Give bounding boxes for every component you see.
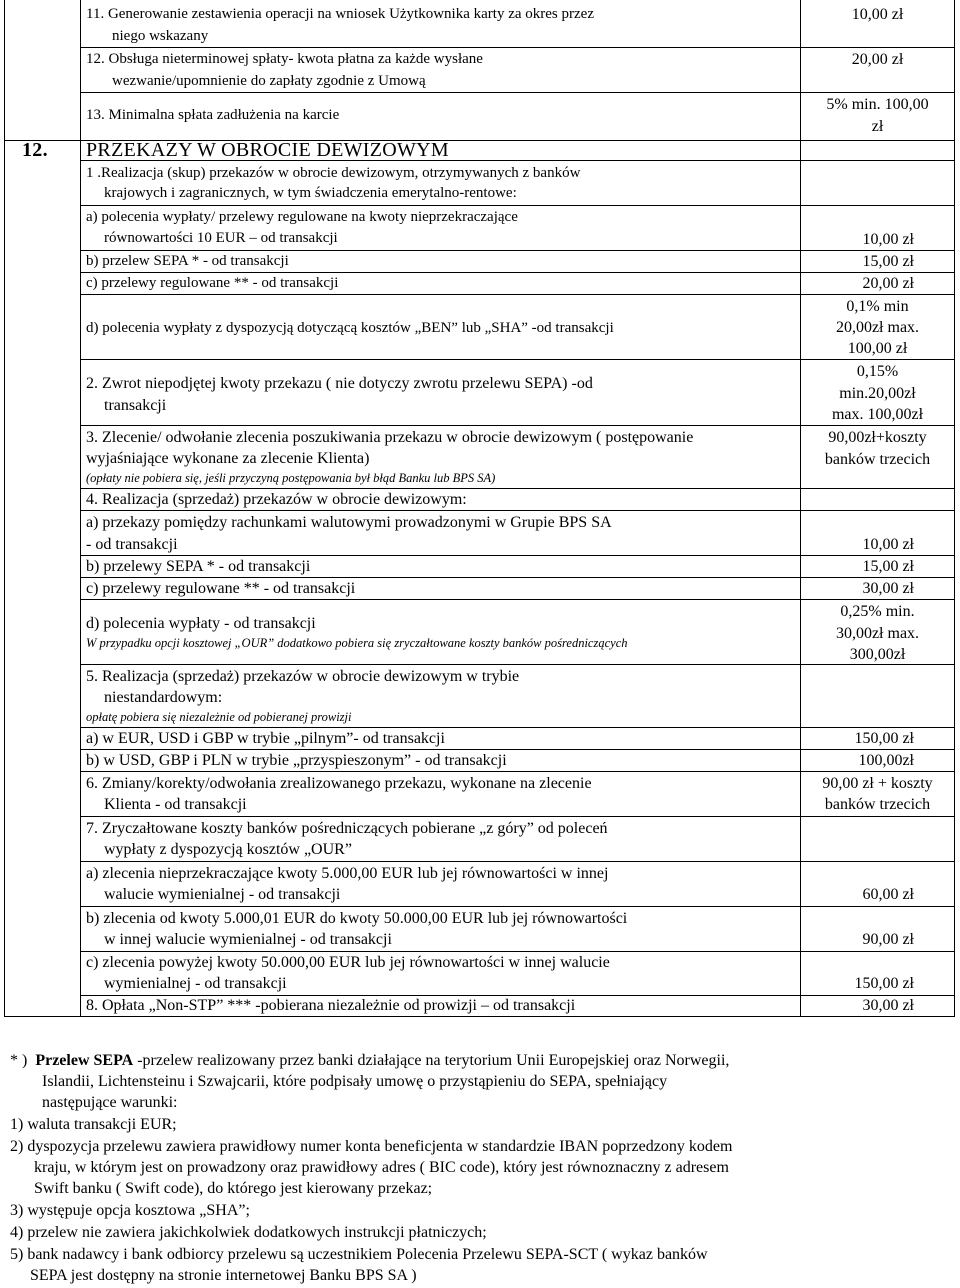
fee-item-note: (opłaty nie pobiera się, jeśli przyczyną postępowania był błąd Banku lub BPS SA) (86, 471, 496, 485)
fee-item-label: 4. Realizacja (sprzedaż) przekazów w obrocie dewizowym: (86, 491, 467, 508)
fee-item-label: b) w USD, GBP i PLN w trybie „przyspieszonym” - od transakcji (86, 752, 507, 769)
fee-item-label: a) przekazy pomiędzy rachunkami walutowymi prowadzonymi w Grupie BPS SA (86, 514, 612, 531)
fee-value: 5% min. 100,00 (826, 96, 929, 113)
table-border-bottom (4, 1016, 955, 1017)
fee-item-label: walucie wymienialnej - od transakcji (104, 886, 341, 903)
fee-value: 100,00zł (858, 752, 914, 769)
row-divider (80, 92, 955, 93)
footnote-condition: 4) przelew nie zawiera jakichkolwiek dodatkowych instrukcji płatniczych; (10, 1224, 487, 1241)
row-divider (80, 250, 955, 251)
fee-item-label: równowartości 10 EUR – od transakcji (104, 230, 338, 246)
fee-item-label: 5. Realizacja (sprzedaż) przekazów w obrocie dewizowym w trybie (86, 668, 520, 685)
fee-value: 150,00 zł (854, 730, 914, 747)
fee-item-label: wymienialnej - od transakcji (104, 975, 287, 992)
fee-item-label: c) przelewy regulowane ** - od transakcji (86, 275, 339, 291)
footnote-condition: 5) bank nadawcy i bank odbiorcy przelewu są uczestnikiem Polecenia Przelewu SEPA-SCT ( wykaz banków (10, 1246, 708, 1263)
fee-item-label: a) w EUR, USD i GBP w trybie „pilnym”- od transakcji (86, 730, 445, 747)
fee-item-label: niestandardowym: (104, 689, 223, 706)
fee-item-label: 8. Opłata „Non-STP” *** -pobierana niezależnie od prowizji – od transakcji (86, 997, 576, 1014)
table-border-left (4, 0, 5, 1016)
table-border-right (954, 0, 955, 1016)
row-divider (80, 727, 955, 728)
fee-value: 10,00 zł (862, 536, 914, 553)
fee-value: 90,00 zł + koszty (822, 775, 933, 792)
fee-value: 20,00 zł (851, 51, 904, 68)
fee-value: 0,1% min (846, 298, 909, 315)
footnote-text: Islandii, Lichtensteinu i Szwajcarii, które podpisały umowę o przystąpieniu do SEPA, spełniający (42, 1073, 668, 1090)
fee-item-note: W przypadku opcji kosztowej „OUR” dodatkowo pobiera się zryczałtowane koszty banków pośredniczących (86, 636, 628, 650)
fee-value: 20,00zł max. (835, 319, 920, 336)
fee-value: banków trzecich (824, 796, 931, 813)
fee-item-label: d) polecenia wypłaty z dyspozycją dotyczącą kosztów „BEN” lub „SHA” -od transakcji (86, 320, 614, 336)
footnote-condition: 1) waluta transakcji EUR; (10, 1116, 177, 1133)
fee-item-label: b) przelew SEPA * - od transakcji (86, 253, 289, 269)
fee-value: banków trzecich (824, 451, 931, 468)
row-divider (80, 664, 955, 665)
fee-value: 30,00 zł (862, 580, 914, 597)
fee-value: 0,15% (856, 363, 899, 380)
row-divider (80, 294, 955, 295)
row-divider (80, 272, 955, 273)
row-divider (80, 749, 955, 750)
footnote-condition: Swift banku ( Swift code), do którego jest kierowany przekaz; (34, 1180, 433, 1197)
footnote-condition: 3) występuje opcja kosztowa „SHA”; (10, 1202, 250, 1219)
fee-value: zł (871, 118, 884, 135)
fee-item-note: opłatę pobiera się niezależnie od pobieranej prowizji (86, 710, 352, 724)
fee-item-label: 7. Zryczałtowane koszty banków pośredniczących pobierane „z góry” od poleceń (86, 820, 608, 837)
row-divider (80, 555, 955, 556)
section-title: PRZEKAZY W OBROCIE DEWIZOWYM (86, 139, 449, 161)
fee-item-label: - od transakcji (86, 536, 178, 553)
fee-item-label: w innej walucie wymienialnej - od transakcji (104, 931, 392, 948)
fee-value: 30,00 zł (862, 997, 914, 1014)
row-divider (80, 906, 955, 907)
fee-item-label: b) przelewy SEPA * - od transakcji (86, 558, 311, 575)
fee-item-label: 3. Zlecenie/ odwołanie zlecenia poszukiwania przekazu w obrocie dewizowym ( postępowanie (86, 429, 694, 446)
footnote-condition: SEPA jest dostępny na stronie internetowej Banku BPS SA ) (30, 1267, 417, 1284)
section-number: 12. (22, 139, 48, 161)
row-divider (80, 861, 955, 862)
fee-value: 90,00 zł (862, 931, 914, 948)
fee-item-label: krajowych i zagranicznych, w tym świadczenia emerytalno-rentowe: (104, 185, 517, 201)
fee-value: 30,00zł max. (835, 625, 920, 642)
fee-item-label: 13. Minimalna spłata zadłużenia na karcie (86, 107, 340, 123)
footnote-condition: 2) dyspozycja przelewu zawiera prawidłowy numer konta beneficjenta w standardzie IBAN poprzedzony kodem (10, 1138, 733, 1155)
fee-value: min.20,00zł (839, 385, 916, 402)
row-divider (80, 510, 955, 511)
row-divider (80, 599, 955, 600)
footnote-marker: * ) (10, 1052, 28, 1069)
fee-value: 10,00 zł (862, 231, 914, 248)
fee-item-label: 12. Obsługa nieterminowej spłaty- kwota płatna za każde wysłane (86, 51, 483, 67)
fee-item-label: 1 .Realizacja (skup) przekazów w obrocie dewizowym, otrzymywanych z banków (86, 165, 581, 181)
fee-value: 20,00 zł (862, 275, 914, 292)
row-divider (80, 488, 955, 489)
fee-value: 15,00 zł (862, 253, 914, 270)
fee-item-label: c) zlecenia powyżej kwoty 50.000,00 EUR lub jej równowartości w innej walucie (86, 954, 610, 971)
row-divider (80, 205, 955, 206)
fee-value: max. 100,00zł (831, 406, 924, 423)
fee-item-label: transakcji (104, 397, 167, 414)
fee-item-label: 2. Zwrot niepodjętej kwoty przekazu ( nie dotyczy zwrotu przelewu SEPA) -od (86, 375, 593, 392)
fee-item-label: b) zlecenia od kwoty 5.000,01 EUR do kwoty 50.000,00 EUR lub jej równowartości (86, 910, 628, 927)
row-divider (80, 425, 955, 426)
footnote-definition: -przelew realizowany przez banki działające na terytorium Unii Europejskiej oraz Norwegii, (137, 1052, 730, 1069)
fee-item-label: niego wskazany (112, 28, 209, 44)
fee-value: 300,00zł (849, 646, 906, 663)
fee-value: 60,00 zł (862, 886, 914, 903)
row-divider (80, 47, 955, 48)
fee-value: 90,00zł+koszty (828, 429, 927, 446)
row-divider (80, 359, 955, 360)
fee-value: 10,00 zł (851, 6, 904, 23)
fee-value: 150,00 zł (854, 975, 914, 992)
fee-item-label: 6. Zmiany/korekty/odwołania zrealizowanego przekazu, wykonane na zlecenie (86, 775, 592, 792)
fee-item-label: wezwanie/upomnienie do zapłaty zgodnie z Umową (112, 73, 426, 89)
fee-value: 15,00 zł (862, 558, 914, 575)
row-divider (80, 577, 955, 578)
fee-item-label: Klienta - od transakcji (104, 796, 247, 813)
column-divider-fee (800, 0, 801, 1016)
fee-item-label: a) zlecenia nieprzekraczające kwoty 5.000,00 EUR lub jej równowartości w innej (86, 865, 609, 882)
footnote-condition: kraju, w którym jest on prowadzony oraz prawidłowy adres ( BIC code), który jest równoznaczny z adresem (34, 1159, 729, 1176)
row-divider (80, 771, 955, 772)
footnote-text: następujące warunki: (42, 1094, 178, 1111)
fee-item-label: c) przelewy regulowane ** - od transakcji (86, 580, 356, 597)
footnote-term: Przelew SEPA (35, 1052, 134, 1069)
footnote-intro (10, 1051, 729, 1070)
fee-value: 100,00 zł (847, 340, 908, 357)
fee-item-label: wyjaśniające wykonane za zlecenie Klienta) (86, 450, 370, 467)
fee-item-label: wypłaty z dyspozycją kosztów „OUR” (104, 841, 352, 858)
fee-value: 0,25% min. (840, 603, 915, 620)
fee-item-label: 11. Generowanie zestawienia operacji na wniosek Użytkownika karty za okres przez (86, 6, 594, 22)
row-divider (80, 816, 955, 817)
column-divider-number (80, 0, 81, 1016)
fee-item-label: d) polecenia wypłaty - od transakcji (86, 615, 316, 632)
fee-item-label: a) polecenia wypłaty/ przelewy regulowane na kwoty nieprzekraczające (86, 209, 518, 225)
row-divider (80, 951, 955, 952)
